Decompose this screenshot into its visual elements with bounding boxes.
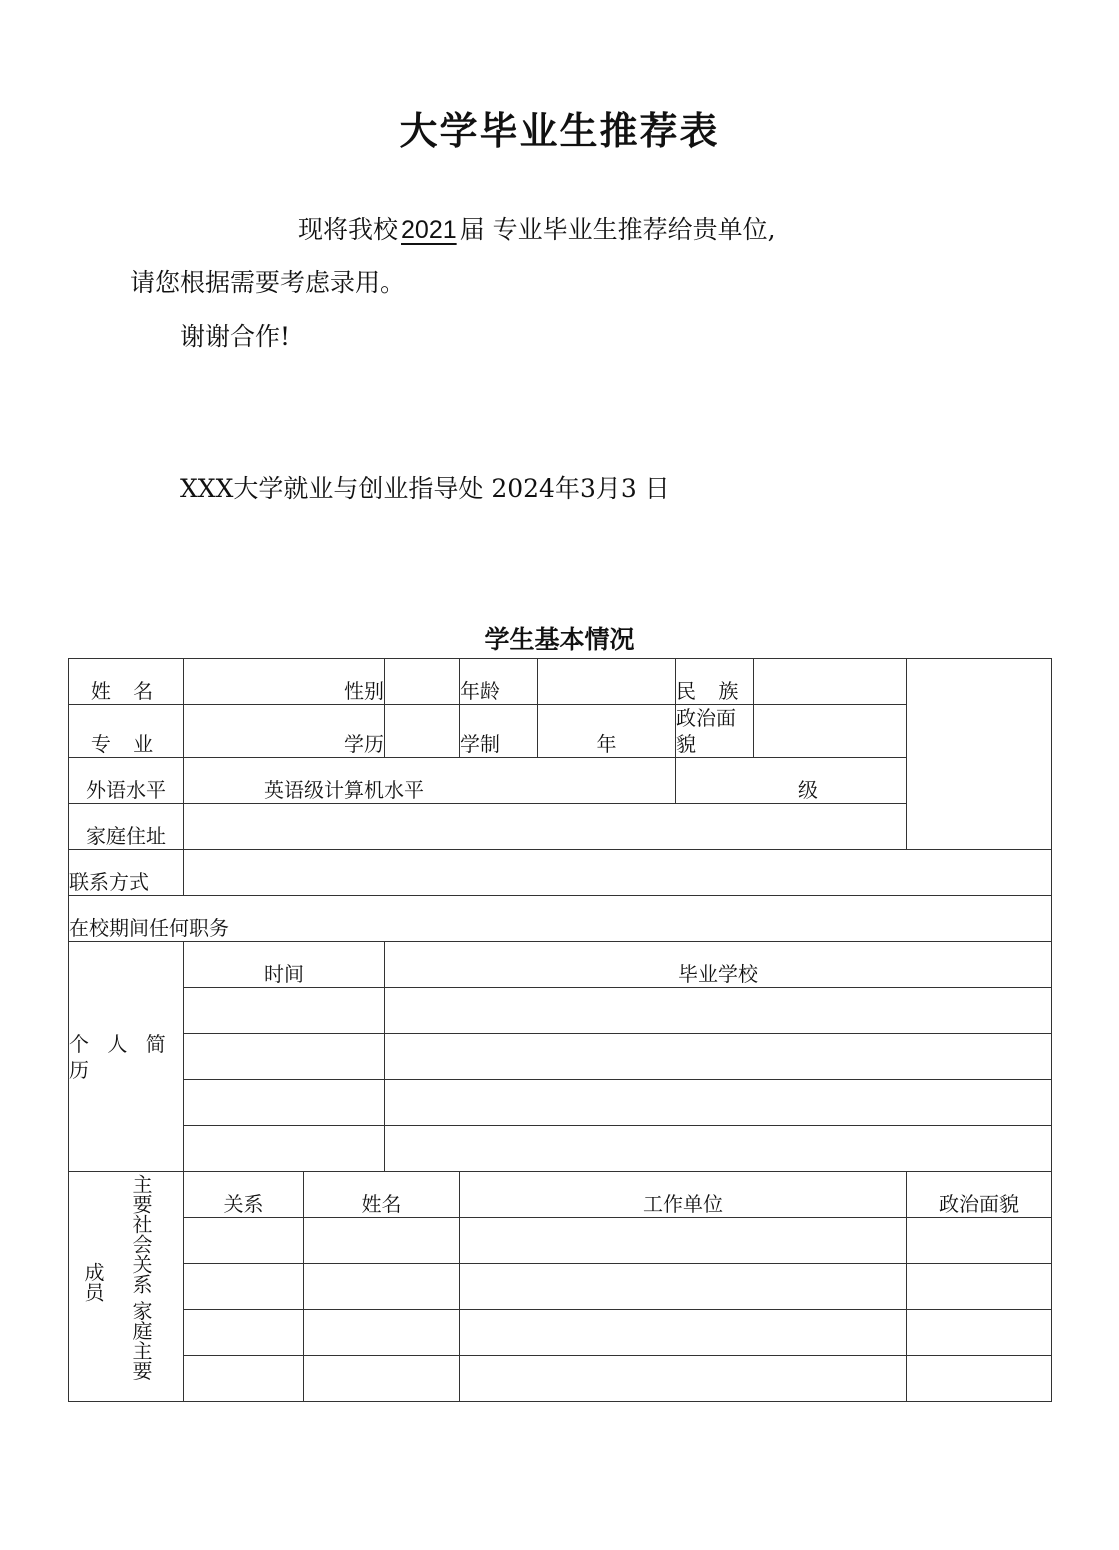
table-row (69, 1172, 1052, 1218)
address-label: 家庭住址 (69, 804, 184, 850)
age-label: 年龄 (460, 659, 538, 705)
political-label: 政治面貌 (676, 705, 754, 758)
table-row (69, 758, 1052, 804)
table-row (69, 1264, 1052, 1310)
member-name-header: 姓名 (304, 1172, 460, 1218)
contact-field[interactable] (184, 850, 1052, 896)
letter-line-2: 请您根据需要考虑录用。 (130, 268, 406, 297)
member-name-cell[interactable] (304, 1356, 460, 1402)
table-row (69, 1126, 1052, 1172)
table-row (69, 1218, 1052, 1264)
resume-time-cell[interactable] (184, 988, 385, 1034)
workplace-cell[interactable] (460, 1356, 907, 1402)
relation-header: 关系 (184, 1172, 304, 1218)
resume-time-cell[interactable] (184, 1080, 385, 1126)
table-row (69, 942, 1052, 988)
workplace-cell[interactable] (460, 1310, 907, 1356)
section-title: 学生基本情况 (484, 625, 635, 654)
political-field[interactable] (754, 705, 907, 758)
student-info-table (68, 658, 1052, 1402)
letter-signature: XXX大学就业与创业指导处 2024年3月3 日 (180, 474, 670, 503)
letter-line-1-prefix: 现将我校 (298, 215, 399, 244)
workplace-cell[interactable] (460, 1264, 907, 1310)
name-label: 姓 名 (69, 659, 184, 705)
page-title: 大学毕业生推荐表 (399, 109, 720, 153)
english-computer-label: 英语级计算机水平 (184, 758, 676, 804)
graduation-year: 2021 (401, 216, 457, 244)
schooling-year-unit: 年 (538, 705, 676, 758)
letter-line-1-suffix: 届 专业毕业生推荐给贵单位, (459, 215, 776, 244)
table-row (69, 850, 1052, 896)
resume-time-cell[interactable] (184, 1126, 385, 1172)
member-name-cell[interactable] (304, 1310, 460, 1356)
gender-field[interactable] (385, 659, 460, 705)
education-field[interactable] (385, 705, 460, 758)
resume-school-cell[interactable] (385, 1126, 1052, 1172)
relation-cell[interactable] (184, 1310, 304, 1356)
age-field[interactable] (538, 659, 676, 705)
table-row (69, 705, 1052, 758)
table-row (69, 988, 1052, 1034)
address-field[interactable] (184, 804, 907, 850)
relation-cell[interactable] (184, 1264, 304, 1310)
family-label (69, 1172, 184, 1402)
photo-cell (907, 659, 1052, 850)
contact-label: 联系方式 (69, 850, 184, 896)
member-political-header: 政治面貌 (907, 1172, 1052, 1218)
table-row (69, 1310, 1052, 1356)
schooling-label: 学制 (460, 705, 538, 758)
member-name-cell[interactable] (304, 1218, 460, 1264)
gender-label: 性别 (184, 659, 385, 705)
table-row (69, 896, 1052, 942)
member-political-cell[interactable] (907, 1264, 1052, 1310)
ethnicity-field[interactable] (754, 659, 907, 705)
family-label-col2: 主要社会关系 家庭主要 (129, 1174, 153, 1381)
table-row (69, 1034, 1052, 1080)
member-political-cell[interactable] (907, 1310, 1052, 1356)
resume-school-cell[interactable] (385, 1034, 1052, 1080)
resume-time-cell[interactable] (184, 1034, 385, 1080)
resume-school-header: 毕业学校 (385, 942, 1052, 988)
relation-cell[interactable] (184, 1218, 304, 1264)
member-name-cell[interactable] (304, 1264, 460, 1310)
workplace-header: 工作单位 (460, 1172, 907, 1218)
table-row (69, 1356, 1052, 1402)
workplace-cell[interactable] (460, 1218, 907, 1264)
resume-school-cell[interactable] (385, 1080, 1052, 1126)
table-row (69, 659, 1052, 705)
resume-school-cell[interactable] (385, 988, 1052, 1034)
ethnicity-label: 民 族 (676, 659, 754, 705)
positions-label: 在校期间任何职务 (69, 896, 1052, 942)
foreign-language-label: 外语水平 (69, 758, 184, 804)
letter-line-3: 谢谢合作! (180, 322, 291, 351)
table-row (69, 1080, 1052, 1126)
member-political-cell[interactable] (907, 1356, 1052, 1402)
family-label-col1: 成员 (81, 1262, 105, 1302)
relation-cell[interactable] (184, 1356, 304, 1402)
level-label: 级 (676, 758, 907, 804)
resume-label: 个 人 简 历 (69, 942, 184, 1172)
major-label: 专 业 (69, 705, 184, 758)
table-row (69, 804, 1052, 850)
letter-line-1 (298, 210, 776, 246)
member-political-cell[interactable] (907, 1218, 1052, 1264)
resume-time-header: 时间 (184, 942, 385, 988)
education-label: 学历 (184, 705, 385, 758)
